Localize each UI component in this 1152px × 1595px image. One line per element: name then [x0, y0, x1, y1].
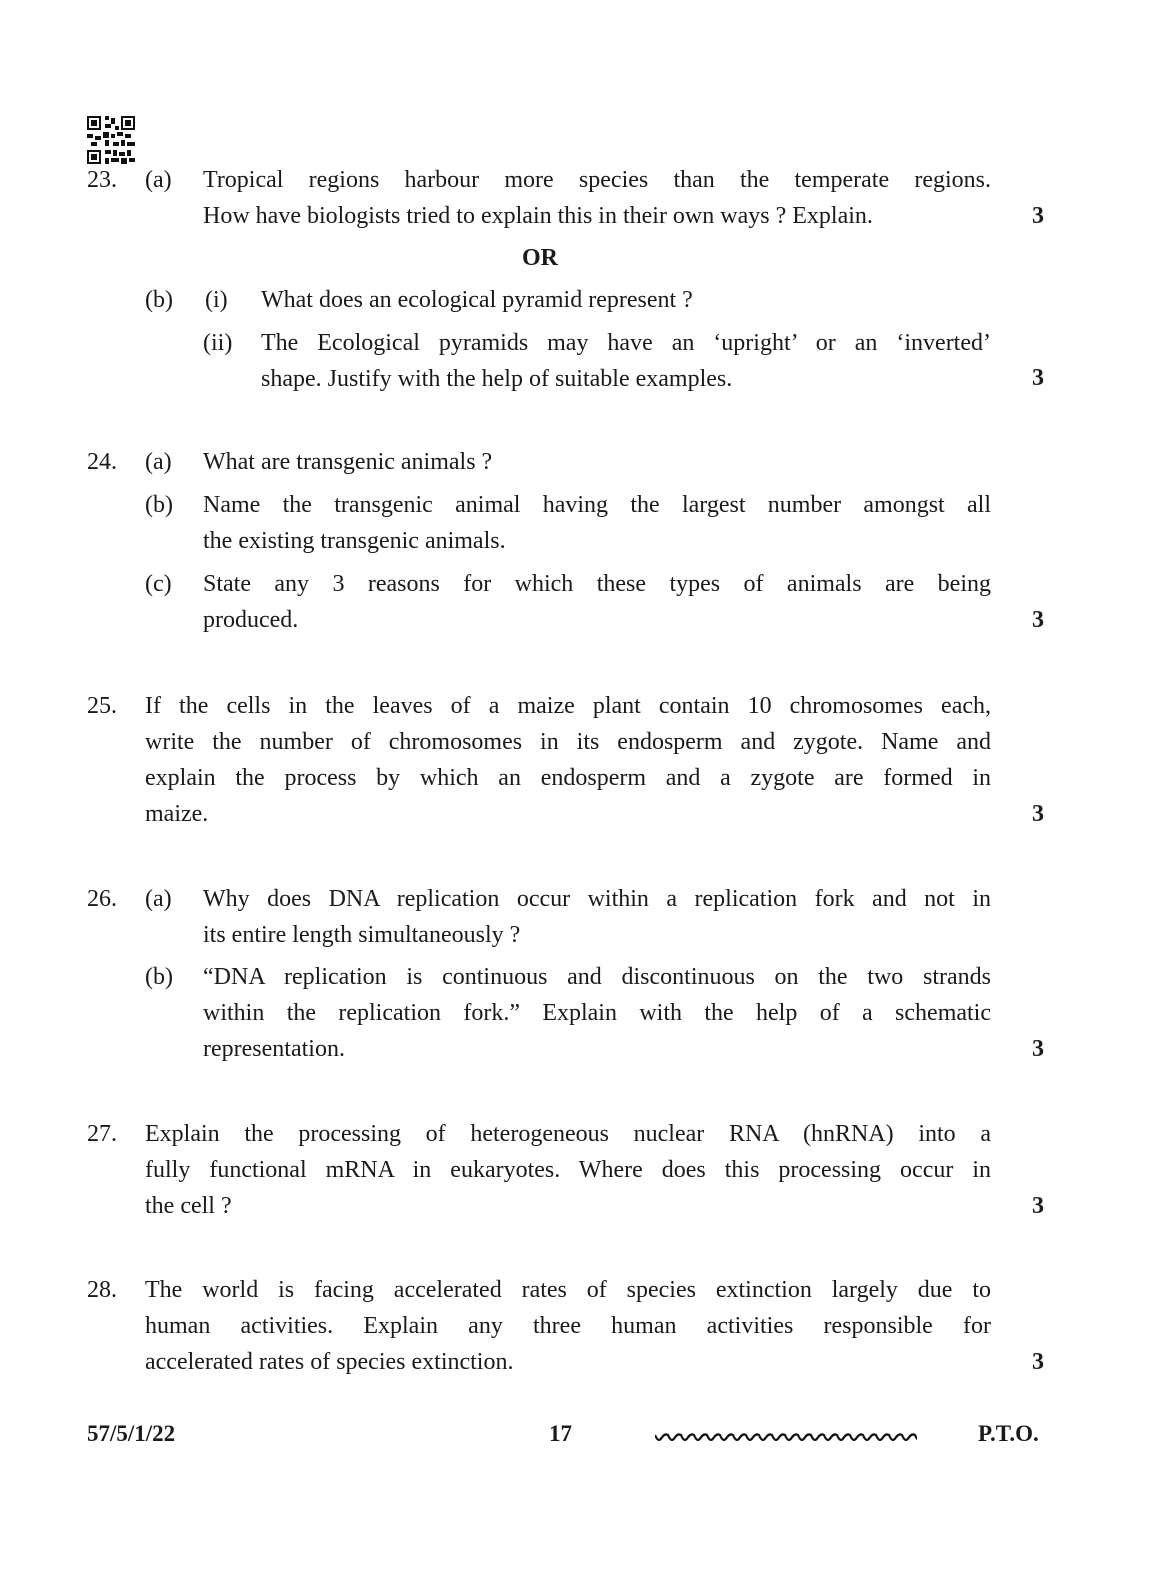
q23-b-i-label: (i) [205, 287, 228, 313]
q25-text [145, 688, 991, 832]
q23-b-ii-label: (ii) [203, 330, 233, 356]
q24-b-line1: Name the transgenic animal having the largest number amongst all [203, 492, 991, 518]
q26-b-line2: within the replication fork.” Explain with the help of a schematic [203, 1000, 991, 1026]
q26-number: 26. [87, 886, 117, 912]
q24-number: 24. [87, 449, 117, 475]
q28-line3: accelerated rates of species extinction. [145, 1349, 514, 1375]
q24-b-line2: the existing transgenic animals. [203, 528, 506, 554]
q25-line1: If the cells in the leaves of a maize plant contain 10 chromosomes each, [145, 693, 991, 719]
q28-line1: The world is facing accelerated rates of species extinction largely due to [145, 1277, 991, 1303]
q24-c-label: (c) [145, 571, 172, 597]
q28-line2: human activities. Explain any three human activities responsible for [145, 1313, 991, 1339]
q23-b-i-text: What does an ecological pyramid represent ? [261, 287, 693, 313]
q23-a-line1: Tropical regions harbour more species than the temperate regions. [203, 167, 991, 193]
q27-line3: the cell ? [145, 1193, 232, 1219]
q25-line2: write the number of chromosomes in its endosperm and zygote. Name and [145, 729, 991, 755]
q23-b-label: (b) [145, 287, 173, 313]
q26-b-label: (b) [145, 964, 173, 990]
q24-marks: 3 [1032, 607, 1044, 633]
q25-line4: maize. [145, 801, 209, 827]
q23-b-ii-line1: The Ecological pyramids may have an ‘upright’ or an ‘inverted’ [261, 330, 991, 356]
q27-number: 27. [87, 1121, 117, 1147]
q27-marks: 3 [1032, 1193, 1044, 1219]
q26-marks: 3 [1032, 1036, 1044, 1062]
q26-b-text [203, 959, 991, 1067]
q26-a-label: (a) [145, 886, 172, 912]
pto-label: P.T.O. [978, 1421, 1039, 1446]
q28-text [145, 1272, 991, 1380]
q24-b-label: (b) [145, 492, 173, 518]
q26-a-line1: Why does DNA replication occur within a replication fork and not in [203, 886, 991, 912]
q23-b-ii-text [261, 325, 991, 397]
q24-a-text: What are transgenic animals ? [203, 449, 493, 475]
q23-number: 23. [87, 167, 117, 193]
q23-or-divider: OR [522, 245, 558, 271]
q26-a-text [203, 881, 991, 953]
q23-a-label: (a) [145, 167, 172, 193]
wavy-line-icon [655, 1431, 917, 1445]
q27-line2: fully functional mRNA in eukaryotes. Where does this processing occur in [145, 1157, 991, 1183]
paper-code: 57/5/1/22 [87, 1421, 176, 1446]
q26-b-line3: representation. [203, 1036, 345, 1062]
q28-number: 28. [87, 1277, 117, 1303]
q24-a-label: (a) [145, 449, 172, 475]
q27-line1: Explain the processing of heterogeneous nuclear RNA (hnRNA) into a [145, 1121, 991, 1147]
q23-a-text [203, 162, 991, 234]
q28-marks: 3 [1032, 1349, 1044, 1375]
q23-b-ii-line2: shape. Justify with the help of suitable examples. [261, 366, 733, 392]
q23-b-marks: 3 [1032, 365, 1044, 391]
q25-marks: 3 [1032, 801, 1044, 827]
q24-c-text [203, 566, 991, 638]
q27-text [145, 1116, 991, 1224]
q23-a-line2: How have biologists tried to explain this in their own ways ? Explain. [203, 203, 873, 229]
page-number: 17 [549, 1421, 572, 1446]
qr-code-icon [87, 116, 135, 164]
q26-a-line2: its entire length simultaneously ? [203, 922, 521, 948]
q24-c-line2: produced. [203, 607, 299, 633]
q23-a-marks: 3 [1032, 203, 1044, 229]
q24-b-text [203, 487, 991, 559]
q24-c-line1: State any 3 reasons for which these types of animals are being [203, 571, 991, 597]
q26-b-line1: “DNA replication is continuous and discontinuous on the two strands [203, 964, 991, 990]
q25-line3: explain the process by which an endosperm and a zygote are formed in [145, 765, 991, 791]
q25-number: 25. [87, 693, 117, 719]
